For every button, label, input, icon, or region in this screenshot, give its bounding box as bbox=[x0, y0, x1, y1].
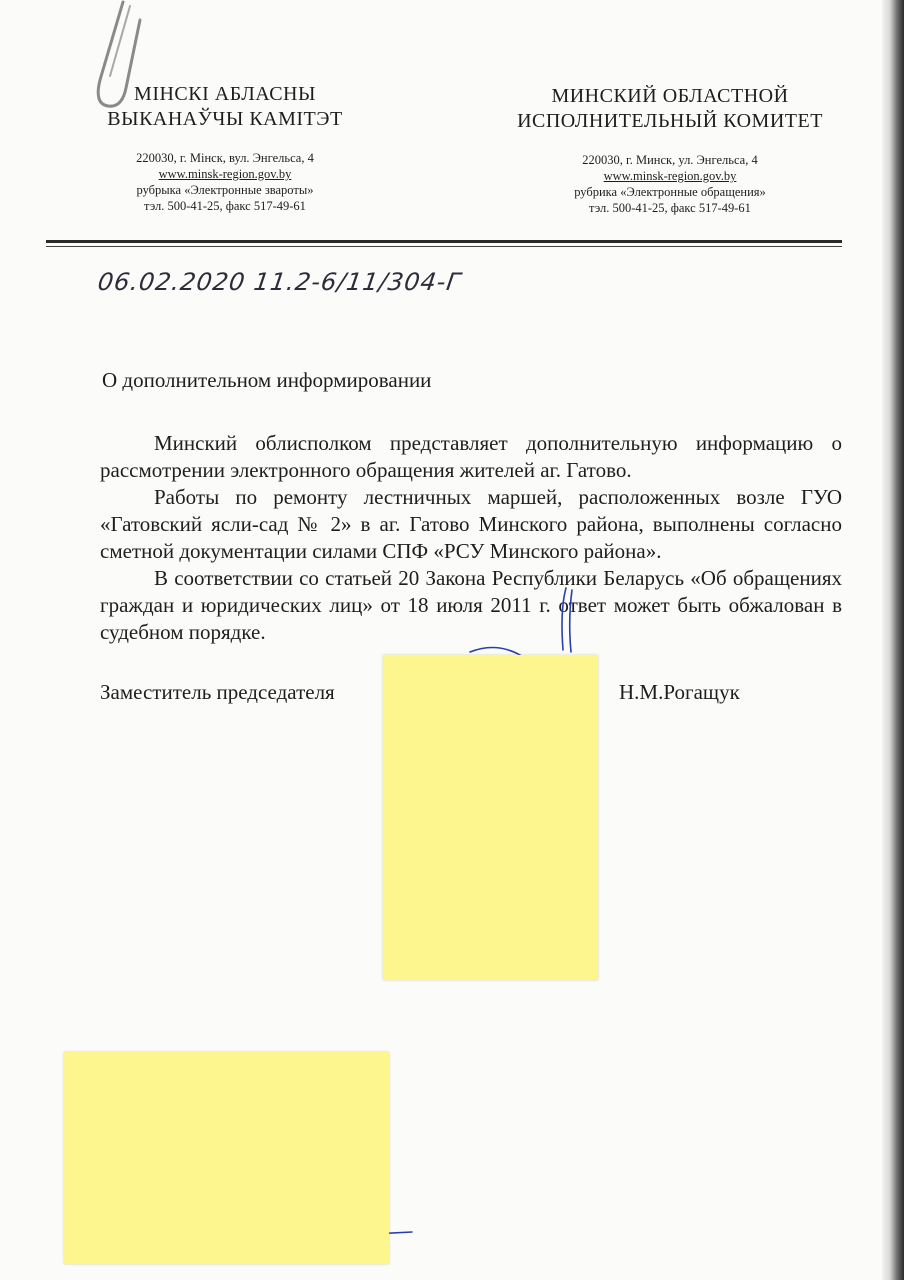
org-address: 220030, г. Минск, ул. Энгельса, 4 bbox=[582, 153, 758, 167]
registration-number-handwritten: 06.02.2020 11.2-6/11/304-Г bbox=[96, 268, 463, 296]
org-rubric: рубрыка «Электронные звароты» bbox=[136, 183, 314, 197]
signer-name: Н.М.Рогащук bbox=[619, 680, 740, 704]
org-rubric: рубрика «Электронные обращения» bbox=[574, 185, 766, 199]
signer-title: Заместитель председателя bbox=[100, 680, 335, 704]
letter-body bbox=[100, 430, 842, 646]
org-address: 220030, г. Мінск, вул. Энгельса, 4 bbox=[136, 151, 314, 165]
redaction-sticky-note bbox=[64, 1052, 389, 1264]
org-name-line-1: МИНСКИЙ ОБЛАСТНОЙ bbox=[551, 85, 789, 107]
header-divider-thin bbox=[46, 246, 842, 247]
org-name-line-2: ИСПОЛНИТЕЛЬНЫЙ КОМИТЕТ bbox=[517, 110, 823, 132]
scan-edge-shadow bbox=[882, 0, 904, 1280]
org-website-link[interactable]: www.minsk-region.gov.by bbox=[158, 167, 292, 181]
body-paragraph: Работы по ремонту лестничных маршей, расположенных возле ГУО «Гатовский ясли-сад № 2» в аг. Гатово Минского района, выполнены согласно сметной документации силами СПФ «РСУ Минского района». bbox=[100, 485, 842, 563]
org-name-line-2: ВЫКАНАЎЧЫ КАМІТЭТ bbox=[107, 108, 343, 130]
letter-subject: О дополнительном информировании bbox=[102, 368, 432, 392]
org-phone: тэл. 500-41-25, факс 517-49-61 bbox=[144, 199, 306, 213]
org-name-line-1: МІНСКІ АБЛАСНЫ bbox=[134, 83, 316, 105]
body-paragraph: Минский облисполком представляет дополнительную информацию о рассмотрении электронного обращения жителей аг. Гатово. bbox=[100, 431, 842, 482]
header-divider-thick bbox=[46, 240, 842, 243]
org-contacts bbox=[60, 150, 390, 214]
header-right-russian bbox=[505, 84, 835, 216]
org-website-link[interactable]: www.minsk-region.gov.by bbox=[603, 169, 737, 183]
org-contacts bbox=[505, 152, 835, 216]
body-paragraph: В соответствии со статьей 20 Закона Республики Беларусь «Об обращениях граждан и юридических лиц» от 18 июля 2011 г. ответ может быть обжалован в судебном порядке. bbox=[100, 566, 842, 644]
org-phone: тэл. 500-41-25, факс 517-49-61 bbox=[589, 201, 751, 215]
redaction-sticky-note bbox=[383, 655, 598, 980]
header-left-belarusian bbox=[60, 82, 390, 214]
